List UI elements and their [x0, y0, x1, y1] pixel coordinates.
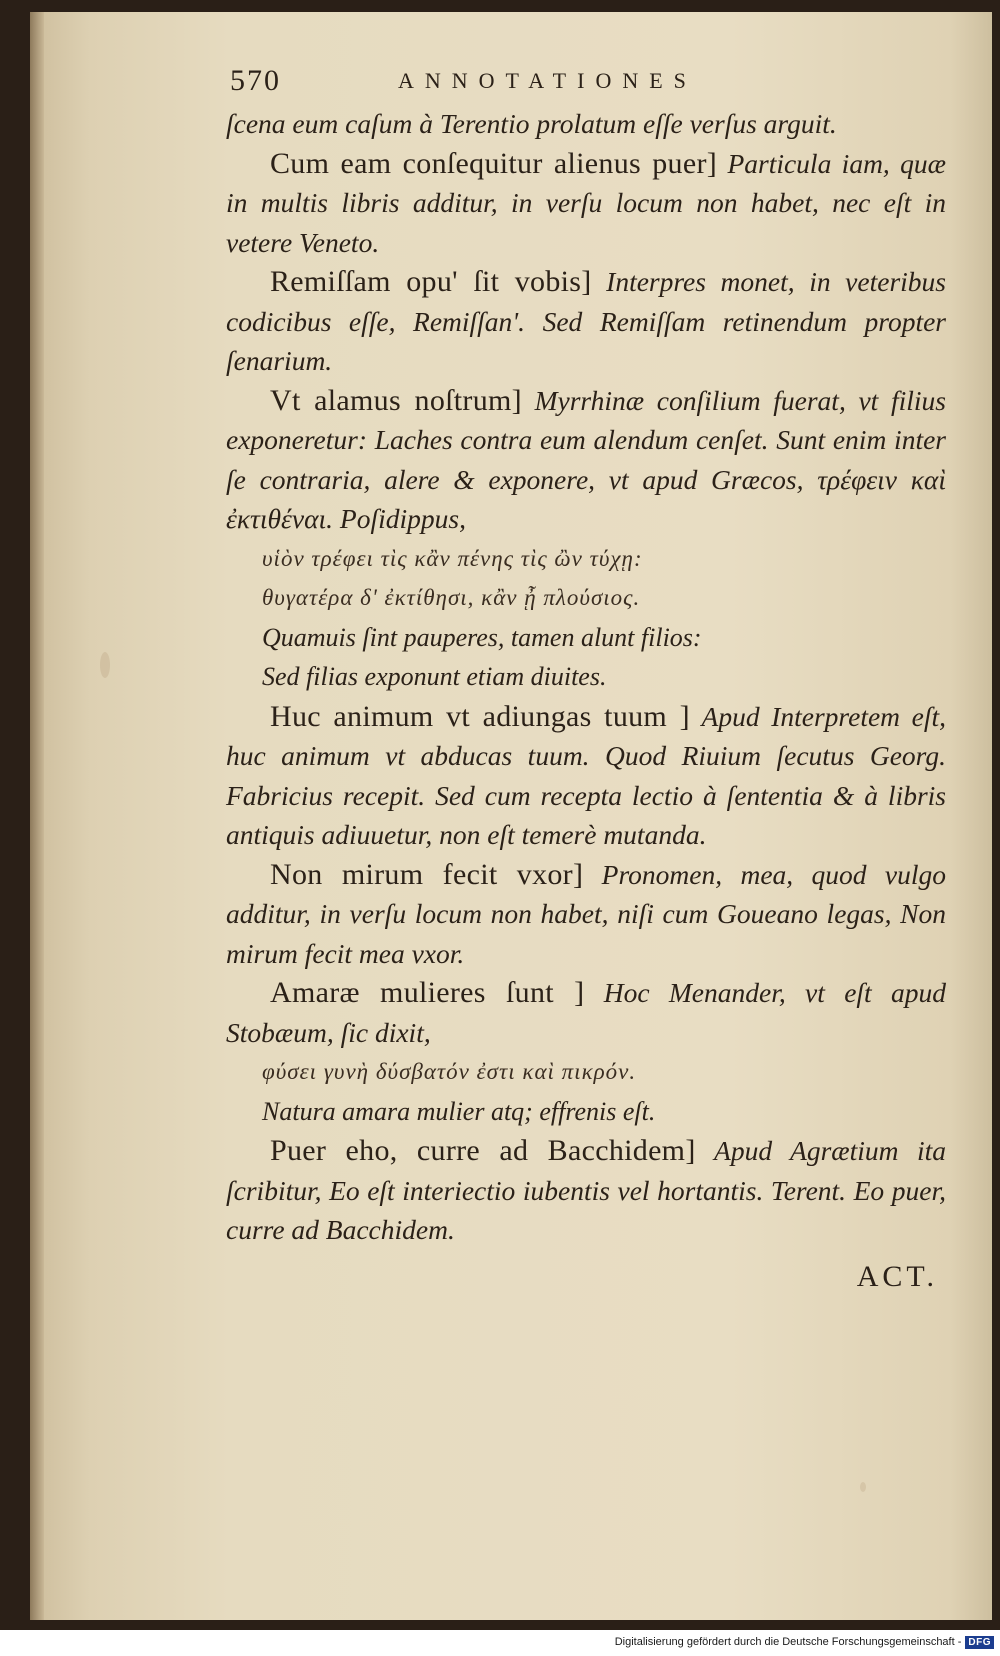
annotation-entry — [226, 381, 946, 539]
annotation-entry — [226, 697, 946, 855]
annotation-entry — [226, 262, 946, 381]
annotation-entry — [226, 144, 946, 263]
paper-stain — [100, 652, 110, 678]
annotation-lemma: Remiſſam opu' ſit vobis] — [270, 265, 592, 298]
annotation-entry — [226, 1131, 946, 1250]
greek-quotation-line: θυγατέρα δ' ἐκτίθησι, κἂν ᾖ πλούσιος. — [262, 585, 641, 610]
latin-verse-line: Quamuis ſint pauperes, tamen alunt filios: — [262, 622, 702, 652]
book-page — [30, 12, 992, 1620]
catchword: ACT. — [856, 1259, 938, 1293]
annotation-entry — [226, 855, 946, 974]
annotation-note: Apud Interpretem eſt, huc animum vt abducas tuum. Quod Riuium ſecutus Georg. Fabricius recepit. Sed cum recepta lectio à ſententia & à libris antiquis adiuuetur, non eſt temerè mutanda. — [226, 700, 947, 850]
annotation-lemma: Non mirum fecit vxor] — [270, 857, 584, 891]
annotation-continuation — [226, 104, 946, 144]
annotation-lemma: Puer eho, curre ad Bacchidem] — [270, 1134, 696, 1167]
annotation-note: Hoc Menander, vt eſt apud Stobæum, ſic dixit, — [226, 977, 947, 1048]
digitization-footer — [0, 1630, 1000, 1656]
greek-quotation-line: φύσει γυνὴ δύσβατόν ἐστι καὶ πικρόν. — [262, 1059, 637, 1084]
page-number: 570 — [230, 64, 281, 97]
annotation-note: Myrrhinæ conſilium fuerat, vt filius exponeretur: Laches contra eum alendum cenſet. Sunt enim inter ſe contraria, alere & exponere, vt apud Græcos, τρέφειν καὶ ἐκτιθέναι. Poſidippus, — [226, 384, 946, 534]
running-head-title: ANNOTATIONES — [398, 68, 697, 93]
page-edge — [30, 12, 44, 1620]
annotation-note: Pronomen, mea, quod vulgo additur, in verſu locum non habet, niſi cum Goueano legas, Non mirum fecit mea vxor. — [226, 858, 947, 969]
annotation-lemma: Vt alamus noſtrum] — [270, 383, 522, 417]
annotation-lemma: Amaræ mulieres ſunt ] — [270, 976, 585, 1009]
paper-stain — [860, 1482, 866, 1492]
annotation-note: Apud Agrætium ita ſcribitur, Eo eſt interiectio iubentis vel hortantis. Terent. Eo puer, curre ad Bacchidem. — [226, 1135, 946, 1245]
annotation-note: Particula iam, quæ in multis libris additur, in verſu locum non habet, nec eſt in vetere Veneto. — [226, 147, 947, 258]
text-block — [226, 64, 946, 1294]
latin-verse-line: Sed filias exponunt etiam diuites. — [262, 662, 607, 691]
dfg-logo: DFG — [965, 1636, 994, 1649]
annotation-note: Interpres monet, in veteribus codicibus eſſe, Remiſſan'. Sed Remiſſam retinendum propter ſenarium. — [226, 266, 946, 376]
annotation-lemma: Huc animum vt adiungas tuum ] — [270, 699, 690, 733]
funding-credit-text: Digitalisierung gefördert durch die Deutsche Forschungsgemeinschaft - — [614, 1636, 962, 1648]
latin-verse-line: Natura amara mulier atq; effrenis eſt. — [262, 1096, 656, 1126]
footer-credit — [615, 1632, 994, 1652]
annotation-note: ſcena eum caſum à Terentio prolatum eſſe verſus arguit. — [226, 108, 837, 139]
running-head — [226, 64, 946, 104]
annotation-lemma: Cum eam conſequitur alienus puer] — [270, 146, 718, 180]
greek-quotation-line: υἱὸν τρέφει τὶς κἂν πένης τὶς ὢν τύχῃ: — [262, 545, 643, 571]
annotation-entry — [226, 973, 946, 1052]
